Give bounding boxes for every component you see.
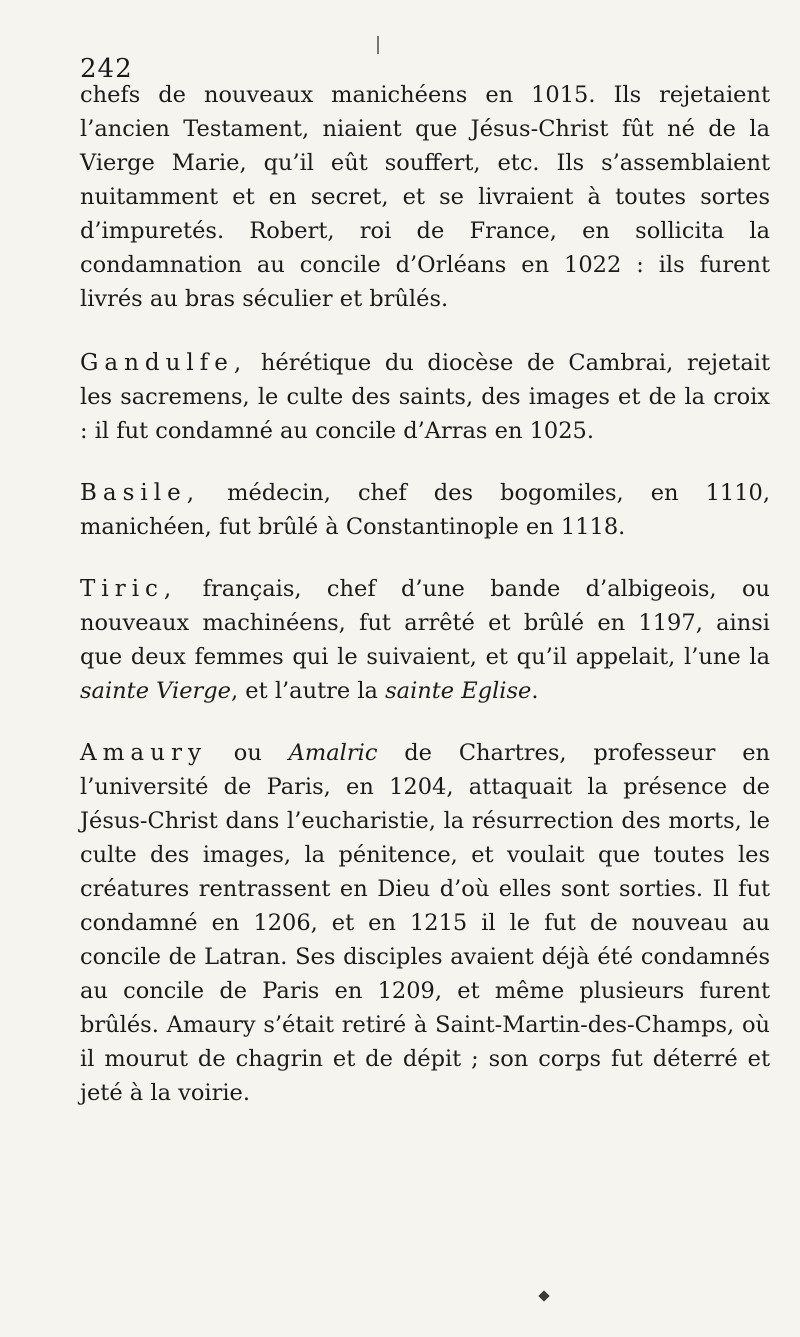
entry-text: ou (206, 740, 289, 766)
entry-text: , et l’autre la (231, 678, 386, 704)
entry-italic-text: Amalric (288, 740, 378, 766)
entry-text: hérétique du diocèse de Cambrai, rejetait les sacremens, le culte des saints, des images et de la croix : il fut condamné au concile d’Arras en 1025. (80, 350, 770, 444)
entry-text: chefs de nouveaux manichéens en 1015. Ils rejetaient l’ancien Testament, niaient que Jésus-Christ fût né de la Vierge Marie, qu’il eût souffert, etc. Ils s’assemblaient nuitamment et en secret, et se livraient à toutes sortes d’impuretés. Robert, roi de France, en sollicita la condamnation au concile d’Orléans en 1022 : ils furent livrés au bras séculier et brûlés. (80, 82, 770, 312)
entry-text: . (531, 678, 539, 704)
entry-text: français, chef d’une bande d’albigeois, ou nouveaux machinéens, fut arrêté et brûlé en 1197, ainsi que deux femmes qui le suivaient, et qu’il appelait, l’une la (80, 576, 770, 670)
entry-headword: Gandulfe, (80, 350, 248, 376)
entry-basile (80, 476, 770, 544)
entry-headword: Tiric, (80, 576, 178, 602)
print-mark (538, 1290, 549, 1301)
entry-italic-text: sainte Vierge (80, 678, 231, 704)
print-mark (377, 36, 379, 54)
entry-headword: Amaury (80, 740, 207, 766)
entry-tiric (80, 572, 770, 708)
entry-amaury (80, 736, 770, 1110)
entry-italic-text: sainte Eglise (385, 678, 532, 704)
page-text (80, 78, 770, 1138)
entry-text: de Chartres, professeur en l’université de Paris, en 1204, attaquait la présence de Jésus-Christ dans l’eucharistie, la résurrection des morts, le culte des images, la pénitence, et voulait que toutes les créatures rentrassent en Dieu d’où elles sont sorties. Il fut condamné en 1206, et en 1215 il le fut de nouveau au concile de Latran. Ses disciples avaient déjà été condamnés au concile de Paris en 1209, et même plusieurs furent brûlés. Amaury s’était retiré à Saint-Martin-des-Champs, où il mourut de chagrin et de dépit ; son corps fut déterré et jeté à la voirie. (80, 740, 771, 1106)
entry-gandulfe (80, 346, 770, 448)
entry-headword: Basile, (80, 480, 201, 506)
page-number: 242 (80, 54, 133, 84)
entry-continuation (80, 78, 770, 316)
entry-text: médecin, chef des bogomiles, en 1110, manichéen, fut brûlé à Constantinople en 1118. (80, 480, 770, 540)
